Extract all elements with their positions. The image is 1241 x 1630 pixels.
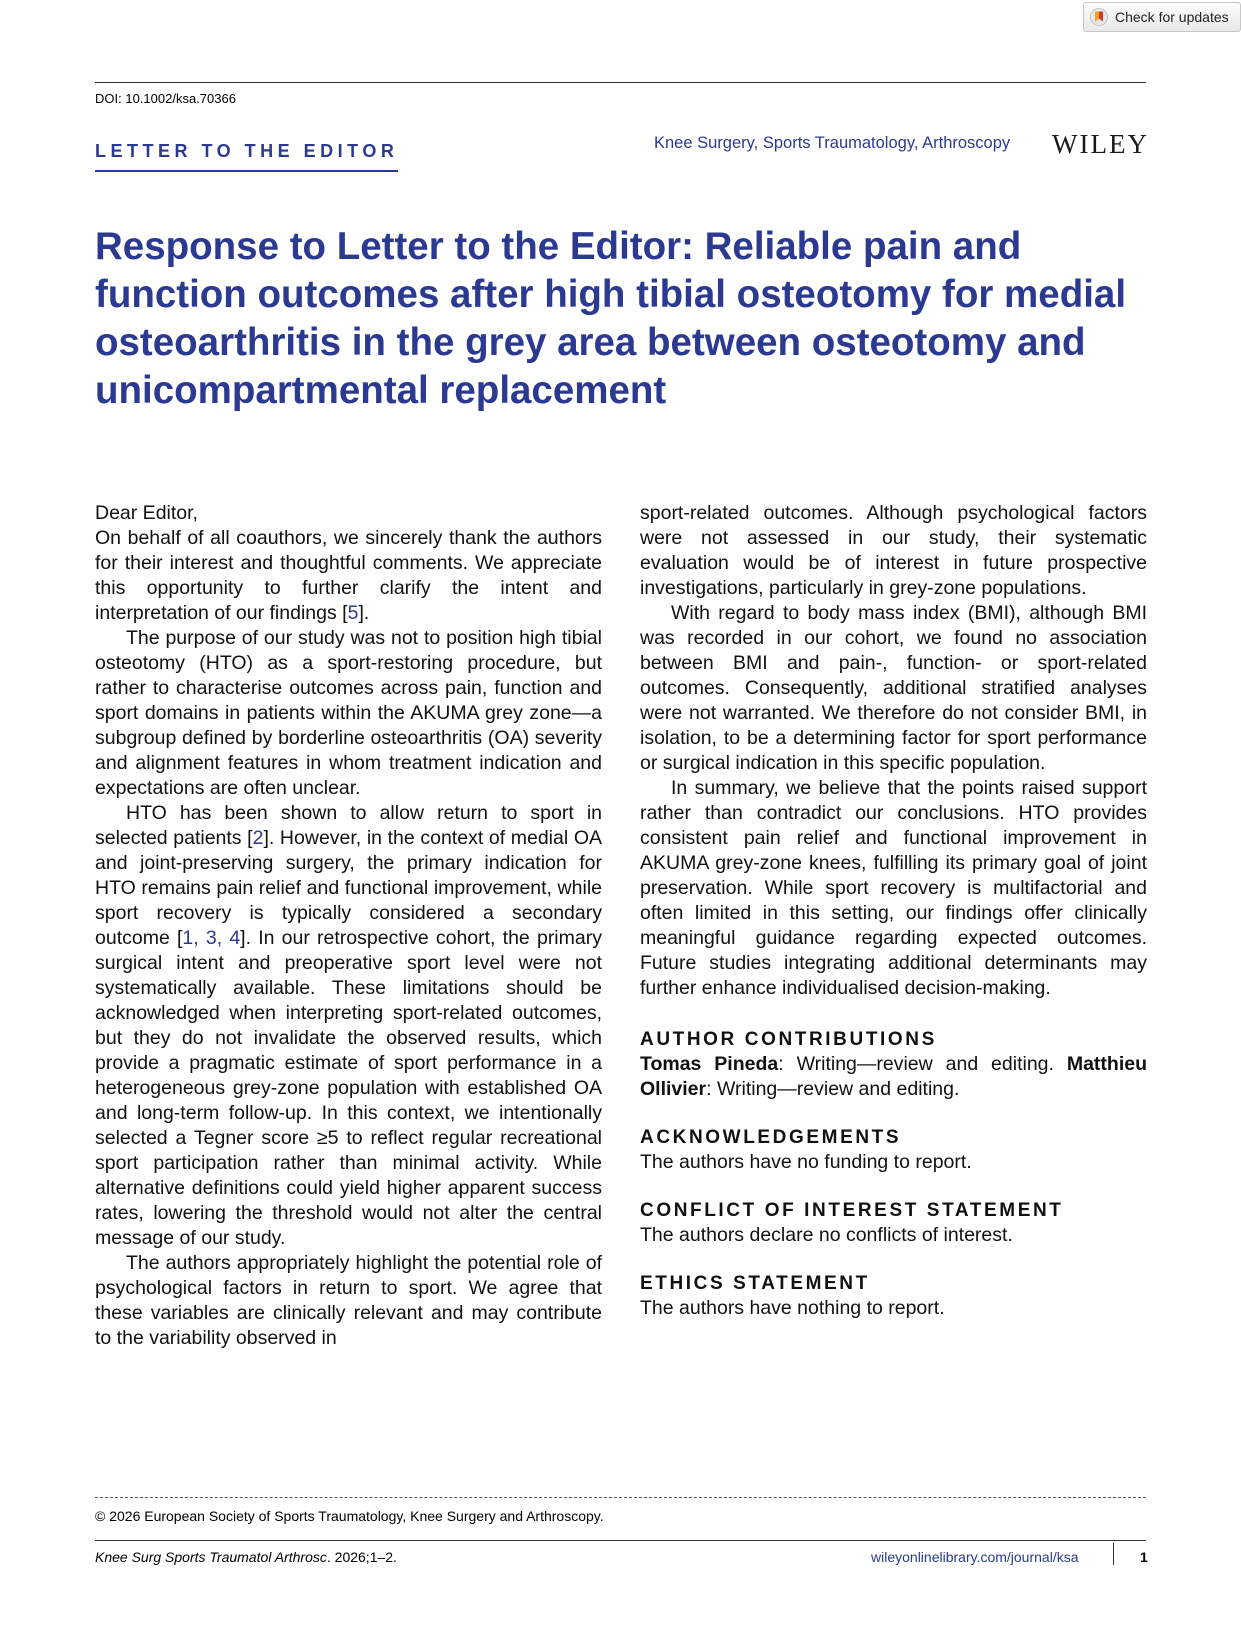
paragraph-1: On behalf of all coauthors, we sincerely thank the authors for their interest and thoughtful comments. We appreciate this opportunity to further clarify the intent and interpretation of our findings [5].: [95, 527, 602, 624]
page-number-divider: [1113, 1543, 1114, 1565]
footer-rule: [95, 1540, 1146, 1541]
acknowledgements-text: The authors have no funding to report.: [640, 1151, 972, 1173]
left-column: [95, 501, 602, 1351]
paragraph-5: With regard to body mass index (BMI), although BMI was recorded in our cohort, we found no association between BMI and pain-, function- or sport-related outcomes. Consequently, additional stratified analyses were not warranted. We therefore do not consider BMI, in isolation, to be a determining factor for sport performance or surgical indication in this specific population.: [640, 602, 1147, 774]
salutation: Dear Editor,: [95, 502, 198, 524]
doi: DOI: 10.1002/ksa.70366: [95, 91, 236, 106]
right-column: [640, 501, 1147, 1321]
conflict-heading: CONFLICT OF INTEREST STATEMENT: [640, 1200, 1064, 1221]
conflict-text: The authors declare no conflicts of interest.: [640, 1224, 1013, 1246]
journal-website-link[interactable]: wileyonlinelibrary.com/journal/ksa: [871, 1549, 1079, 1565]
paragraph-4-start: The authors appropriately highlight the potential role of psychological factors in return to sport. We agree that these variables are clinically relevant and may contribute to the variability observed in: [95, 1252, 602, 1349]
footnote-divider: [95, 1497, 1146, 1498]
check-for-updates-button[interactable]: [1083, 2, 1241, 32]
paragraph-3: HTO has been shown to allow return to sport in selected patients [2]. However, in the context of medial OA and joint-preserving surgery, the primary indication for HTO remains pain relief and functional improvement, while sport recovery is typically considered a secondary outcome [1, 3, 4]. In our retrospective cohort, the primary surgical intent and preoperative sport level were not systematically available. These limitations should be acknowledged when interpreting sport-related outcomes, but they do not invalidate the observed results, which provide a pragmatic estimate of sport performance in a heterogeneous grey-zone population with established OA and long-term follow-up. In this context, we intentionally selected a Tegner score ≥5 to reflect regular recreational sport participation rather than minimal activity. While alternative definitions could yield higher apparent success rates, lowering the threshold would not alter the central message of our study.: [95, 802, 602, 1249]
ethics-text: The authors have nothing to report.: [640, 1297, 945, 1319]
reference-link[interactable]: 2: [252, 827, 264, 849]
article-type: LETTER TO THE EDITOR: [95, 141, 398, 172]
contributions-heading: AUTHOR CONTRIBUTIONS: [640, 1029, 937, 1050]
paragraph-6: In summary, we believe that the points raised support rather than contradict our conclusions. HTO provides consistent pain relief and functional improvement in AKUMA grey-zone knees, fulfilling its primary goal of joint preservation. While sport recovery is multifactorial and often limited in this setting, our findings offer clinically meaningful guidance regarding expected outcomes. Future studies integrating additional determinants may further enhance individualised decision-making.: [640, 777, 1147, 999]
acknowledgements-heading: ACKNOWLEDGEMENTS: [640, 1127, 902, 1148]
reference-link[interactable]: 5: [347, 602, 359, 624]
contributions-text: Tomas Pineda: Writing—review and editing. Matthieu Ollivier: Writing—review and editing.: [640, 1053, 1148, 1100]
journal-name: Knee Surgery, Sports Traumatology, Arthroscopy: [654, 134, 1011, 152]
check-for-updates-label: Check for updates: [1115, 9, 1229, 25]
crossmark-icon: [1090, 8, 1108, 26]
page-number: 1: [1140, 1549, 1148, 1565]
copyright-notice: © 2026 European Society of Sports Traumatology, Knee Surgery and Arthroscopy.: [95, 1508, 604, 1524]
ethics-heading: ETHICS STATEMENT: [640, 1273, 870, 1294]
header-rule: [95, 82, 1146, 83]
article-title: Response to Letter to the Editor: Reliable pain and function outcomes after high tibial osteotomy for medial osteoarthritis in the grey area between osteotomy and unicompartmental replacement: [95, 225, 1127, 412]
paragraph-2: The purpose of our study was not to position high tibial osteotomy (HTO) as a sport-restoring procedure, but rather to characterise outcomes across pain, function and sport domains in patients within the AKUMA grey zone—a subgroup defined by borderline osteoarthritis (OA) severity and alignment features in whom treatment indication and expectations are often unclear.: [95, 627, 602, 799]
journal-citation: Knee Surg Sports Traumatol Arthrosc. 2026;1–2.: [95, 1549, 397, 1565]
publisher-logo: WILEY: [1052, 129, 1149, 159]
reference-link[interactable]: 1, 3, 4: [182, 927, 241, 949]
paragraph-4-continued: sport-related outcomes. Although psychological factors were not assessed in our study, their systematic evaluation would be of interest in future prospective investigations, particularly in grey-zone populations.: [640, 502, 1147, 599]
